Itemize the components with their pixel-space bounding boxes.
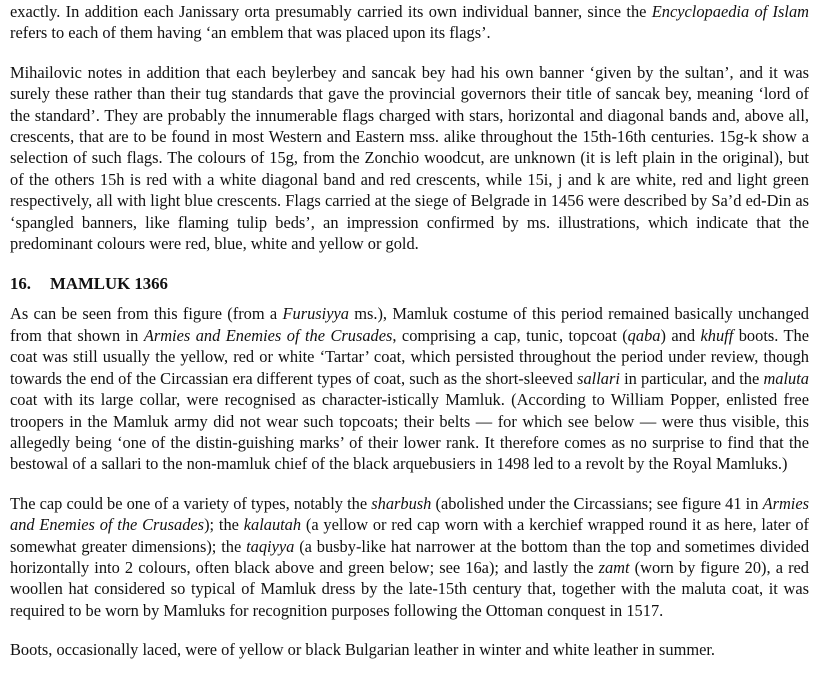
paragraph-janissary-banners: exactly. In addition each Janissary orta presumably carried its own individual banner, since the Encyclopaedia of Islam refers to each of them having ‘an emblem that was placed upon its flags’.: [10, 2, 809, 43]
paragraph-boots: Boots, occasionally laced, were of yellow or black Bulgarian leather in winter and white leather in summer.: [10, 640, 716, 660]
italic-term: khuff: [700, 325, 734, 345]
italic-term: zamt: [598, 557, 630, 577]
section-title: MAMLUK 1366: [50, 274, 168, 294]
italic-term: maluta: [763, 368, 809, 388]
italic-title: Armies and Enemies of the Crusades: [10, 493, 809, 535]
section-heading: [10, 273, 809, 294]
paragraph-spacer: [10, 254, 809, 273]
italic-term: qaba: [627, 325, 661, 345]
italic-title: Armies and Enemies of the Crusades: [143, 325, 393, 345]
paragraph-spacer: [10, 44, 809, 62]
italic-title: Encyclopaedia of Islam: [651, 2, 809, 21]
paragraph-spacer: [10, 475, 809, 493]
paragraph-mamluk-costume: As can be seen from this figure (from a Furusiyya ms.), Mamluk costume of this period remained basically unchanged from that shown in Armies and Enemies of the Crusades, comprising a cap, tunic, topcoat (qaba) and khuff boots. The coat was still usually the yellow, red or white ‘Tartar’ coat, which persisted throughout the period under review, though towards the end of the Circassian era different types of coat, such as the short-sleeved sallari in particular, and the maluta coat with its large collar, were recognised as character-istically Mamluk. (According to William Popper, enlisted free troopers in the Mamluk army did not wear such topcoats; their belts — for which see below — were thus visible, this allegedly being ‘one of the distin-guishing marks’ of their lower rank. It therefore comes as no surprise to find that the bestowal of a sallari to the non-mamluk chief of the black arquebusiers in 1498 led to a revolt by the Royal Mamluks.): [10, 304, 809, 474]
italic-term: kalautah: [243, 515, 302, 535]
section-number: 16.: [10, 274, 31, 294]
italic-term: sallari: [577, 368, 620, 388]
paragraph-spacer: [10, 621, 809, 639]
document-page: [0, 1, 819, 690]
italic-term: taqiyya: [246, 536, 295, 556]
italic-term: Furusiyya: [282, 304, 349, 324]
paragraph-mamluk-caps: The cap could be one of a variety of types, notably the sharbush (abolished under the Circassians; see figure 41 in Armies and Enemies of the Crusades); the kalautah (a yellow or red cap worn with a kerchief wrapped round it as here, later of somewhat greater dimensions); the taqiyya (a busby-like hat narrower at the bottom than the top and sometimes divided horizontally into 2 colours, often black above and green below; see 16a); and lastly the zamt (worn by figure 20), a red woollen hat considered so typical of Mamluk dress by the late-15th century that, together with the maluta coat, it was required to be worn by Mamluks for recognition purposes following the Ottoman conquest in 1517.: [10, 493, 810, 620]
heading-spacer: [10, 294, 809, 303]
italic-term: sharbush: [371, 493, 432, 513]
paragraph-sancak-banners: Mihailovic notes in addition that each beylerbey and sancak bey had his own banner ‘given by the sultan’, and it was surely these rather than their tug standards that gave the provincial governors their title of sancak bey, meaning ‘lord of the standard’. They are probably the innumerable flags charged with stars, horizontal and diagonal bands and, above all, crescents, that are to be found in most Western and Eastern mss. alike throughout the 15th-16th centuries. 15g-k show a selection of such flags. The colours of 15g, from the Zonchio woodcut, are unknown (it is left plain in the original), but of the others 15h is red with a white diagonal band and red crescents, while 15i, j and k are white, red and light green respectively, all with light blue crescents. Flags carried at the siege of Belgrade in 1456 were described by Sa’d ed-Din as ‘spangled banners, like flaming tulip beds’, an impression confirmed by ms. illustrations, which indicate that the predominant colours were red, blue, white and yellow or gold.: [10, 62, 809, 254]
